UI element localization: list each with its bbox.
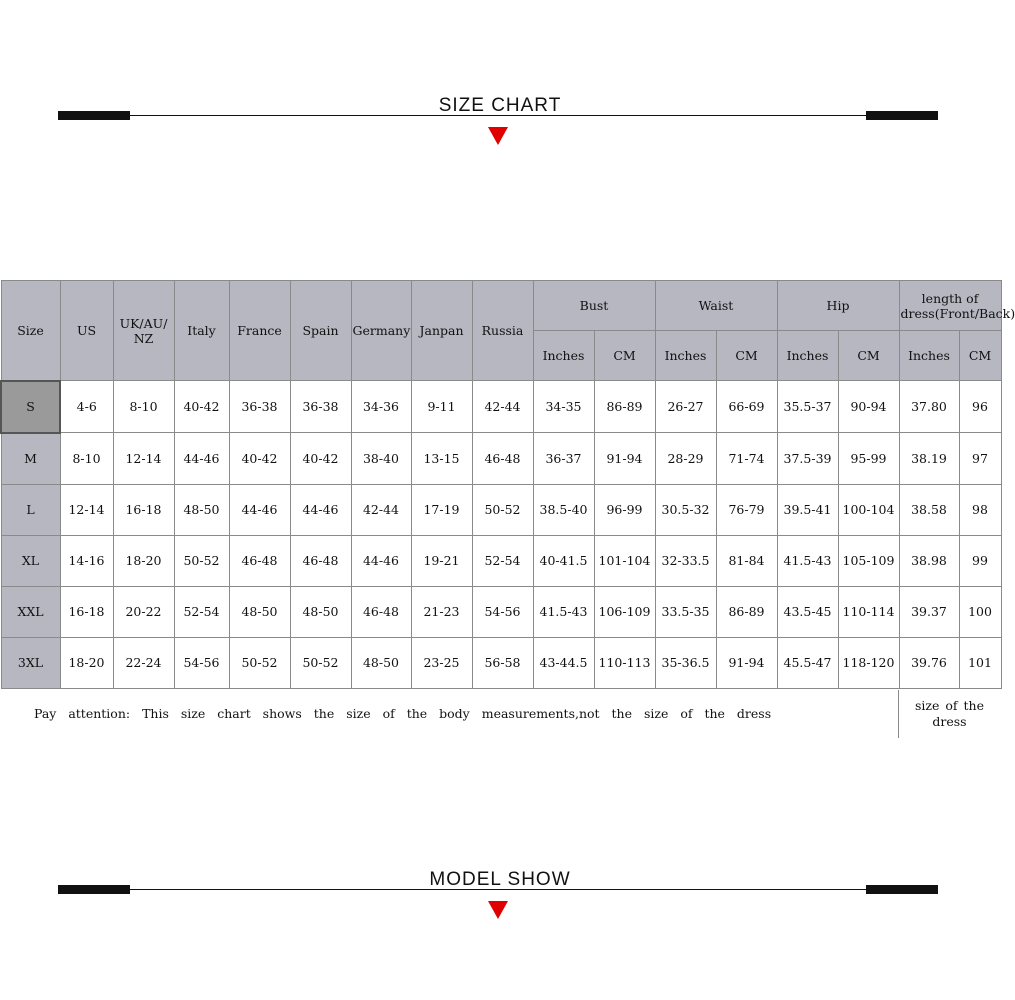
cell-japan: 23-25: [411, 637, 472, 688]
cell-length-inches: 37.80: [899, 381, 959, 433]
cell-waist-cm: 81-84: [716, 535, 777, 586]
cell-uk-au-nz: 22-24: [113, 637, 174, 688]
cell-uk-au-nz: 16-18: [113, 484, 174, 535]
cell-spain: 44-46: [290, 484, 351, 535]
table-row: [1, 535, 1001, 586]
table-row: [1, 484, 1001, 535]
cell-size: L: [1, 484, 60, 535]
col-japan: Janpan: [411, 281, 472, 381]
cell-bust-inches: 38.5-40: [533, 484, 594, 535]
cell-uk-au-nz: 12-14: [113, 433, 174, 485]
cell-bust-inches: 34-35: [533, 381, 594, 433]
cell-italy: 54-56: [174, 637, 229, 688]
col-bust-inches: Inches: [533, 331, 594, 381]
cell-waist-cm: 71-74: [716, 433, 777, 485]
col-bust-cm: CM: [594, 331, 655, 381]
col-italy: Italy: [174, 281, 229, 381]
cell-bust-cm: 96-99: [594, 484, 655, 535]
cell-bust-inches: 41.5-43: [533, 586, 594, 637]
cell-waist-inches: 28-29: [655, 433, 716, 485]
cell-waist-inches: 32-33.5: [655, 535, 716, 586]
size-chart-header: [0, 95, 1000, 155]
cell-length-inches: 38.58: [899, 484, 959, 535]
cell-russia: 52-54: [472, 535, 533, 586]
col-waist: Waist: [655, 281, 777, 331]
col-dress-length: length of dress(Front/Back): [899, 281, 1001, 331]
cell-italy: 50-52: [174, 535, 229, 586]
cell-france: 40-42: [229, 433, 290, 485]
cell-uk-au-nz: 20-22: [113, 586, 174, 637]
col-waist-inches: Inches: [655, 331, 716, 381]
col-uk-au-nz: UK/AU/NZ: [113, 281, 174, 381]
cell-length-cm: 100: [959, 586, 1001, 637]
cell-size: 3XL: [1, 637, 60, 688]
cell-hip-inches: 39.5-41: [777, 484, 838, 535]
cell-bust-cm: 106-109: [594, 586, 655, 637]
cell-bust-inches: 40-41.5: [533, 535, 594, 586]
cell-waist-cm: 66-69: [716, 381, 777, 433]
cell-waist-inches: 30.5-32: [655, 484, 716, 535]
col-hip-inches: Inches: [777, 331, 838, 381]
table-row: [1, 381, 1001, 433]
cell-germany: 34-36: [351, 381, 411, 433]
col-hip-cm: CM: [838, 331, 899, 381]
cell-waist-cm: 91-94: [716, 637, 777, 688]
cell-italy: 44-46: [174, 433, 229, 485]
col-germany: Germany: [351, 281, 411, 381]
col-us: US: [60, 281, 113, 381]
table-row: [1, 586, 1001, 637]
cell-france: 44-46: [229, 484, 290, 535]
table-row: [1, 433, 1001, 485]
cell-length-inches: 38.19: [899, 433, 959, 485]
cell-hip-inches: 35.5-37: [777, 381, 838, 433]
cell-hip-inches: 41.5-43: [777, 535, 838, 586]
cell-france: 48-50: [229, 586, 290, 637]
cell-germany: 38-40: [351, 433, 411, 485]
cell-japan: 9-11: [411, 381, 472, 433]
cell-russia: 42-44: [472, 381, 533, 433]
cell-hip-cm: 118-120: [838, 637, 899, 688]
cell-italy: 40-42: [174, 381, 229, 433]
cell-waist-inches: 35-36.5: [655, 637, 716, 688]
cell-uk-au-nz: 8-10: [113, 381, 174, 433]
cell-bust-inches: 43-44.5: [533, 637, 594, 688]
cell-waist-inches: 26-27: [655, 381, 716, 433]
dress-size-note: size of the dress: [898, 690, 1000, 738]
cell-japan: 21-23: [411, 586, 472, 637]
cell-spain: 40-42: [290, 433, 351, 485]
cell-france: 46-48: [229, 535, 290, 586]
model-show-header: [0, 869, 1000, 929]
attention-note: Pay attention: This size chart shows the size of the body measurements,not the size of the dress: [34, 706, 772, 721]
cell-spain: 48-50: [290, 586, 351, 637]
cell-bust-cm: 101-104: [594, 535, 655, 586]
cell-uk-au-nz: 18-20: [113, 535, 174, 586]
cell-us: 14-16: [60, 535, 113, 586]
cell-germany: 48-50: [351, 637, 411, 688]
cell-size: S: [1, 381, 60, 433]
cell-size: M: [1, 433, 60, 485]
cell-italy: 48-50: [174, 484, 229, 535]
cell-france: 36-38: [229, 381, 290, 433]
note-row: [0, 690, 1000, 738]
col-hip: Hip: [777, 281, 899, 331]
col-length-inches: Inches: [899, 331, 959, 381]
col-size: Size: [1, 281, 60, 381]
cell-japan: 19-21: [411, 535, 472, 586]
cell-hip-inches: 43.5-45: [777, 586, 838, 637]
cell-us: 18-20: [60, 637, 113, 688]
cell-length-inches: 39.37: [899, 586, 959, 637]
cell-spain: 50-52: [290, 637, 351, 688]
size-chart-title: SIZE CHART: [438, 95, 562, 116]
cell-length-cm: 98: [959, 484, 1001, 535]
cell-germany: 46-48: [351, 586, 411, 637]
cell-length-cm: 97: [959, 433, 1001, 485]
size-rows: [1, 381, 1001, 689]
col-france: France: [229, 281, 290, 381]
cell-length-inches: 39.76: [899, 637, 959, 688]
col-length-cm: CM: [959, 331, 1001, 381]
cell-size: XXL: [1, 586, 60, 637]
cell-length-cm: 101: [959, 637, 1001, 688]
cell-russia: 50-52: [472, 484, 533, 535]
cell-russia: 56-58: [472, 637, 533, 688]
cell-spain: 36-38: [290, 381, 351, 433]
size-table: [0, 280, 1015, 689]
col-bust: Bust: [533, 281, 655, 331]
cell-waist-cm: 86-89: [716, 586, 777, 637]
down-arrow-icon: [488, 127, 508, 145]
cell-bust-cm: 110-113: [594, 637, 655, 688]
cell-japan: 17-19: [411, 484, 472, 535]
cell-hip-inches: 37.5-39: [777, 433, 838, 485]
cell-hip-cm: 90-94: [838, 381, 899, 433]
cell-bust-cm: 91-94: [594, 433, 655, 485]
cell-hip-cm: 95-99: [838, 433, 899, 485]
cell-spain: 46-48: [290, 535, 351, 586]
cell-bust-cm: 86-89: [594, 381, 655, 433]
cell-length-cm: 96: [959, 381, 1001, 433]
cell-hip-cm: 100-104: [838, 484, 899, 535]
model-show-title: MODEL SHOW: [429, 869, 571, 890]
cell-waist-cm: 76-79: [716, 484, 777, 535]
cell-us: 8-10: [60, 433, 113, 485]
col-spain: Spain: [290, 281, 351, 381]
down-arrow-icon: [488, 901, 508, 919]
cell-japan: 13-15: [411, 433, 472, 485]
cell-germany: 44-46: [351, 535, 411, 586]
cell-bust-inches: 36-37: [533, 433, 594, 485]
cell-france: 50-52: [229, 637, 290, 688]
cell-us: 16-18: [60, 586, 113, 637]
cell-hip-inches: 45.5-47: [777, 637, 838, 688]
cell-germany: 42-44: [351, 484, 411, 535]
col-russia: Russia: [472, 281, 533, 381]
cell-length-cm: 99: [959, 535, 1001, 586]
cell-hip-cm: 110-114: [838, 586, 899, 637]
col-waist-cm: CM: [716, 331, 777, 381]
cell-us: 4-6: [60, 381, 113, 433]
cell-size: XL: [1, 535, 60, 586]
cell-hip-cm: 105-109: [838, 535, 899, 586]
cell-russia: 54-56: [472, 586, 533, 637]
table-row: [1, 637, 1001, 688]
cell-italy: 52-54: [174, 586, 229, 637]
cell-russia: 46-48: [472, 433, 533, 485]
cell-us: 12-14: [60, 484, 113, 535]
cell-waist-inches: 33.5-35: [655, 586, 716, 637]
cell-length-inches: 38.98: [899, 535, 959, 586]
